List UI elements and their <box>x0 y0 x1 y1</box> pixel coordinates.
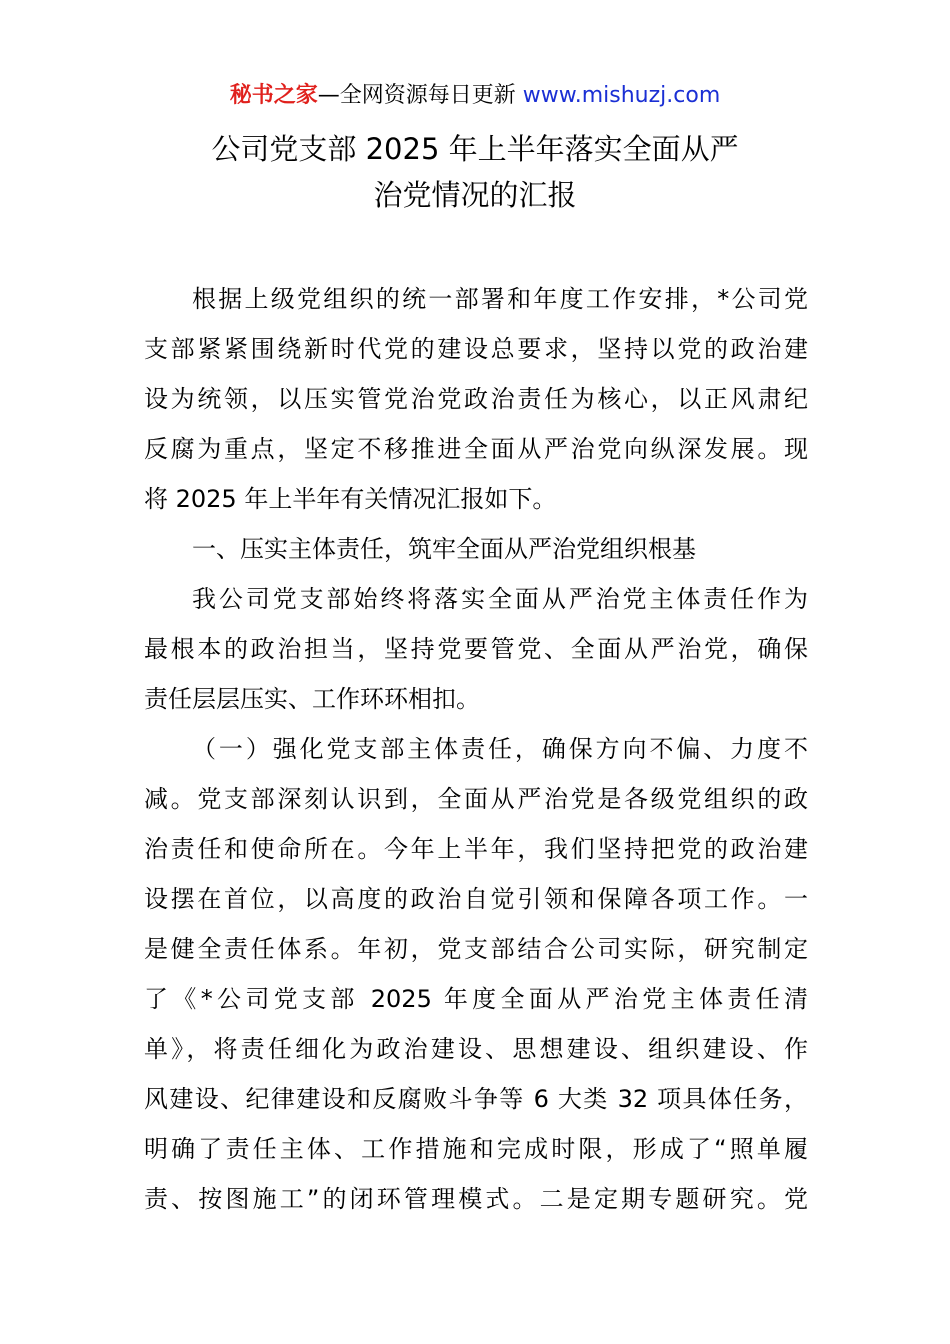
title-line-1: 公司党支部 2025 年上半年落实全面从严 <box>211 132 739 166</box>
paragraph-line: 最根本的政治担当，坚持党要管党、全面从严治党，确保 <box>144 635 808 663</box>
paragraph-line: 支部紧紧围绕新时代党的建设总要求，坚持以党的政治建 <box>144 335 808 363</box>
paragraph-section-intro <box>144 574 808 724</box>
paragraph-line: 风建设、纪律建设和反腐败斗争等 6 大类 32 项具体任务， <box>144 1085 808 1113</box>
document-title <box>0 126 950 218</box>
site-header <box>0 80 950 112</box>
document-body <box>144 274 808 1224</box>
paragraph-line: 根据上级党组织的统一部署和年度工作安排，*公司党 <box>192 285 808 313</box>
site-tagline: —全网资源每日更新 <box>317 83 523 108</box>
paragraph-line: 单》，将责任细化为政治建设、思想建设、组织建设、作 <box>144 1035 808 1063</box>
site-url-link[interactable]: www.mishuzj.com <box>522 83 721 108</box>
paragraph-line: 反腐为重点，坚定不移推进全面从严治党向纵深发展。现 <box>144 435 808 463</box>
paragraph-line: 治责任和使命所在。今年上半年，我们坚持把党的政治建 <box>144 835 808 863</box>
site-brand: 秘书之家 <box>229 83 318 108</box>
paragraph-line: 将 2025 年上半年有关情况汇报如下。 <box>144 485 557 513</box>
paragraph-line: 是健全责任体系。年初，党支部结合公司实际，研究制定 <box>144 935 808 963</box>
paragraph-subsection-1 <box>144 724 808 1224</box>
paragraph-line: 了《*公司党支部 2025 年度全面从严治党主体责任清 <box>144 985 808 1013</box>
paragraph-line: 设为统领，以压实管党治党政治责任为核心，以正风肃纪 <box>144 385 808 413</box>
section-heading <box>144 524 808 574</box>
paragraph-line: （一）强化党支部主体责任，确保方向不偏、力度不 <box>192 735 808 763</box>
heading-line: 一、压实主体责任，筑牢全面从严治党组织根基 <box>192 535 696 563</box>
paragraph-line: 明确了责任主体、工作措施和完成时限，形成了“照单履 <box>144 1135 808 1163</box>
paragraph-line: 设摆在首位，以高度的政治自觉引领和保障各项工作。一 <box>144 885 808 913</box>
paragraph-line: 责、按图施工”的闭环管理模式。二是定期专题研究。党 <box>144 1185 808 1213</box>
paragraph-line: 责任层层压实、工作环环相扣。 <box>144 685 480 713</box>
paragraph-intro <box>144 274 808 524</box>
paragraph-line: 我公司党支部始终将落实全面从严治党主体责任作为 <box>192 585 808 613</box>
paragraph-line: 减。党支部深刻认识到，全面从严治党是各级党组织的政 <box>144 785 808 813</box>
title-line-2: 治党情况的汇报 <box>373 178 577 212</box>
